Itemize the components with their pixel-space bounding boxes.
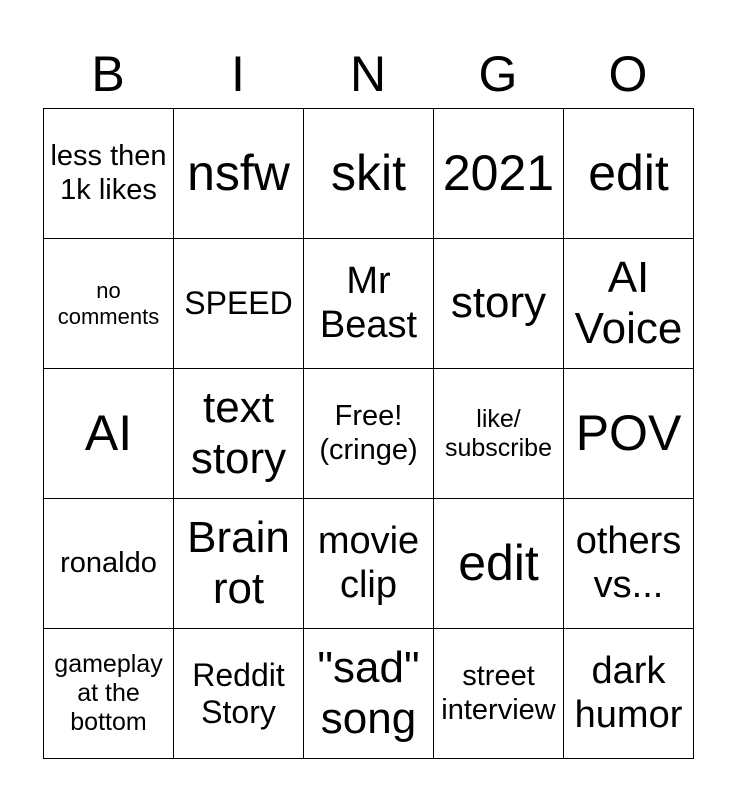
bingo-cell[interactable]: gameplay at the bottom bbox=[44, 629, 174, 759]
bingo-cell[interactable]: story bbox=[434, 239, 564, 369]
bingo-row bbox=[44, 629, 694, 759]
bingo-row bbox=[44, 369, 694, 499]
bingo-cell[interactable]: Brain rot bbox=[174, 499, 304, 629]
header-letter-n: N bbox=[349, 46, 387, 102]
bingo-cell[interactable]: nsfw bbox=[174, 109, 304, 239]
header-letter-b: B bbox=[91, 46, 125, 102]
bingo-cell[interactable]: POV bbox=[564, 369, 694, 499]
header-letter-i: I bbox=[231, 46, 245, 102]
bingo-cell[interactable]: less then 1k likes bbox=[44, 109, 174, 239]
bingo-cell[interactable]: edit bbox=[434, 499, 564, 629]
bingo-cell[interactable]: 2021 bbox=[434, 109, 564, 239]
bingo-cell[interactable]: skit bbox=[304, 109, 434, 239]
bingo-card-grid bbox=[43, 108, 694, 759]
bingo-row bbox=[44, 109, 694, 239]
bingo-cell[interactable]: AI bbox=[44, 369, 174, 499]
bingo-cell[interactable]: text story bbox=[174, 369, 304, 499]
bingo-cell[interactable]: AI Voice bbox=[564, 239, 694, 369]
bingo-cell[interactable]: SPEED bbox=[174, 239, 304, 369]
bingo-cell[interactable]: Free! (cringe) bbox=[304, 369, 434, 499]
bingo-row bbox=[44, 499, 694, 629]
bingo-header bbox=[43, 40, 693, 108]
header-letter-g: G bbox=[478, 46, 518, 102]
bingo-cell[interactable]: edit bbox=[564, 109, 694, 239]
bingo-cell[interactable]: like/ subscribe bbox=[434, 369, 564, 499]
bingo-cell[interactable]: Reddit Story bbox=[174, 629, 304, 759]
bingo-cell[interactable]: others vs... bbox=[564, 499, 694, 629]
bingo-cell[interactable]: movie clip bbox=[304, 499, 434, 629]
bingo-cell[interactable]: street interview bbox=[434, 629, 564, 759]
bingo-cell[interactable]: no comments bbox=[44, 239, 174, 369]
bingo-cell[interactable]: Mr Beast bbox=[304, 239, 434, 369]
bingo-cell[interactable]: dark humor bbox=[564, 629, 694, 759]
bingo-row bbox=[44, 239, 694, 369]
bingo-cell[interactable]: "sad" song bbox=[304, 629, 434, 759]
header-letter-o: O bbox=[608, 46, 648, 102]
bingo-cell[interactable]: ronaldo bbox=[44, 499, 174, 629]
